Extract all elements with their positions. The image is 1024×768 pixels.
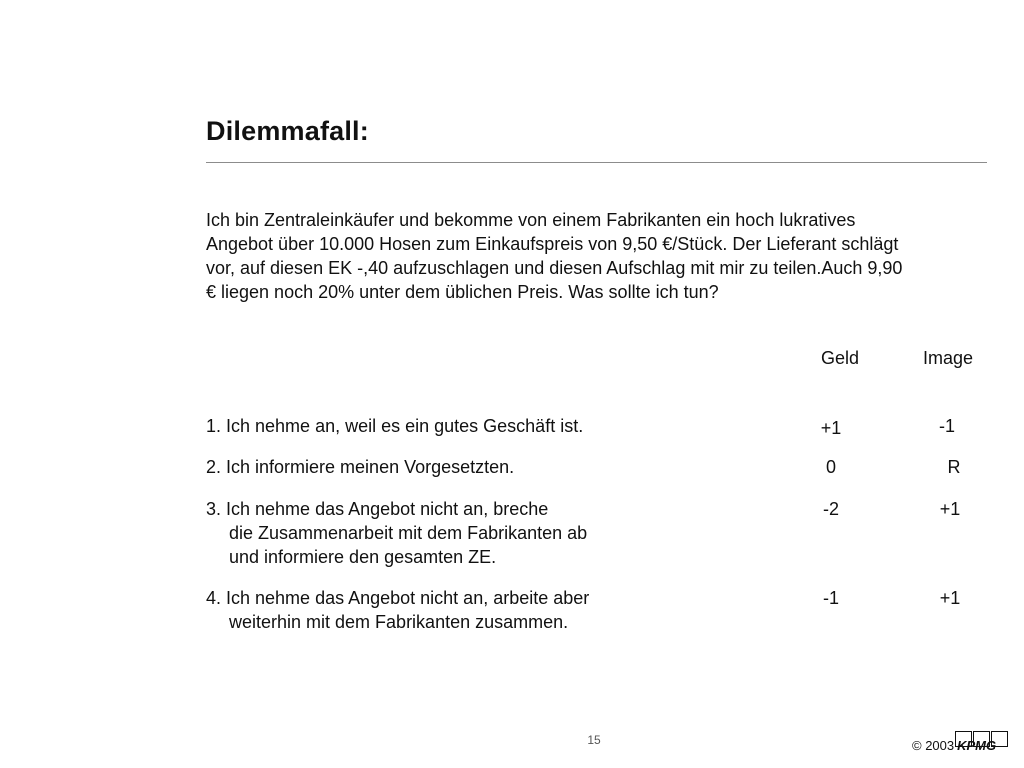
column-header-image: Image (923, 348, 974, 368)
option-1-geld: +1 (820, 418, 842, 438)
slide-title: Dilemmafall: (206, 116, 369, 146)
option-text: 2. Ich informiere meinen Vorgesetzten. (206, 457, 515, 477)
option-text: 3. Ich nehme das Angebot nicht an, breche (206, 499, 549, 519)
intro-line: Ich bin Zentraleinkäufer und bekomme von einem Fabrikanten ein hoch lukratives (206, 210, 856, 230)
intro-line: € liegen noch 20% unter dem üblichen Preis. Was sollte ich tun? (206, 282, 719, 302)
option-2 (206, 455, 514, 479)
page-number: 15 (587, 733, 601, 747)
option-3 (206, 497, 587, 569)
option-4 (206, 586, 589, 634)
option-3-image: +1 (939, 499, 961, 519)
option-2-image: R (947, 457, 961, 477)
option-text-continued: weiterhin mit dem Fabrikanten zusammen. (229, 612, 569, 632)
option-1 (206, 414, 583, 438)
intro-line: Angebot über 10.000 Hosen zum Einkaufspreis von 9,50 €/Stück. Der Lieferant schlägt (206, 234, 899, 254)
footer (912, 738, 996, 753)
option-text: 4. Ich nehme das Angebot nicht an, arbeite aber (206, 588, 590, 608)
option-2-geld: 0 (825, 457, 836, 477)
option-text-continued: und informiere den gesamten ZE. (229, 547, 497, 567)
option-3-geld: -2 (822, 499, 839, 519)
intro-paragraph (206, 208, 996, 304)
option-4-geld: -1 (822, 588, 839, 608)
option-text: 1. Ich nehme an, weil es ein gutes Geschäft ist. (206, 416, 584, 436)
option-text-continued: die Zusammenarbeit mit dem Fabrikanten ab (229, 523, 588, 543)
intro-line: vor, auf diesen EK -,40 aufzuschlagen und diesen Aufschlag mit mir zu teilen.Auch 9,90 (206, 258, 903, 278)
kpmg-logo: KPMG (957, 738, 997, 753)
option-1-image: -1 (938, 416, 955, 436)
copyright-text: © 2003 (912, 738, 955, 753)
title-divider (206, 162, 987, 163)
column-header-geld: Geld (821, 348, 860, 368)
option-4-image: +1 (939, 588, 961, 608)
